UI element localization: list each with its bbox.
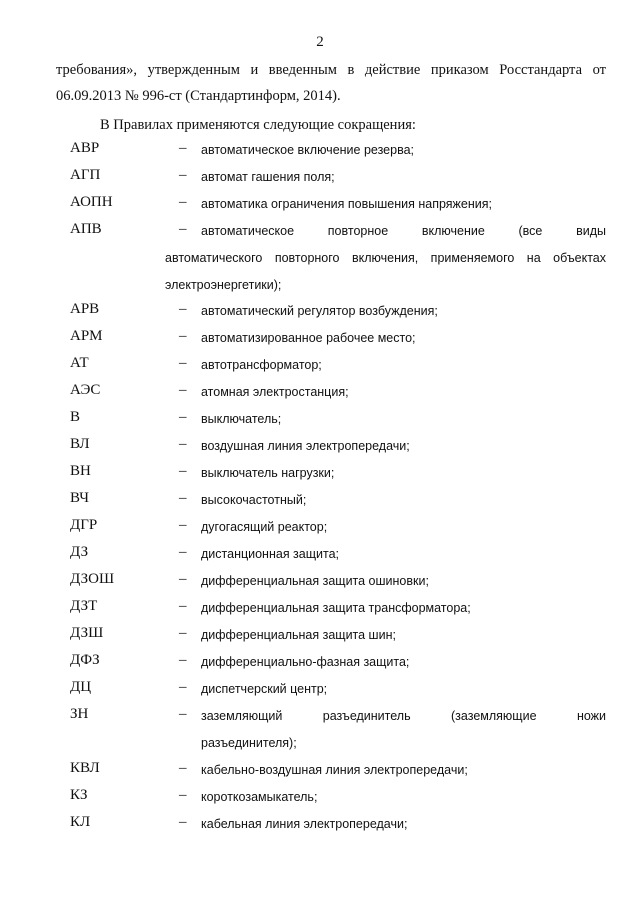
abbreviation-term: АРВ xyxy=(70,301,100,317)
abbreviation-term: ДЗТ xyxy=(70,598,98,614)
abbreviation-definition: автоматическое включение резерва; xyxy=(201,143,415,157)
abbreviation-dash: – xyxy=(179,194,187,210)
abbreviation-term: АПВ xyxy=(70,221,102,237)
abbreviation-dash: – xyxy=(179,571,187,587)
abbreviation-dash: – xyxy=(179,382,187,398)
abbreviation-definition: автоматический регулятор возбуждения; xyxy=(201,304,438,318)
abbreviation-term: КЛ xyxy=(70,814,91,830)
abbreviation-term: ДЗШ xyxy=(70,625,104,641)
intro-line-1: требования», утвержденным и введенным в действие приказом Росстандарта от xyxy=(56,62,606,78)
abbreviation-definition: дифференциально-фазная защита; xyxy=(201,655,410,669)
abbreviation-term: ДЗОШ xyxy=(70,571,115,587)
abbreviation-term: ВЛ xyxy=(70,436,90,452)
abbreviation-definition: диспетчерский центр; xyxy=(201,682,328,696)
abbreviation-term: АГП xyxy=(70,167,101,183)
abbreviation-definition: дифференциальная защита трансформатора; xyxy=(201,601,471,615)
abbreviation-definition: дистанционная защита; xyxy=(201,547,340,561)
abbreviation-definition-continuation: электроэнергетики); xyxy=(165,278,282,292)
abbreviation-definition: выключатель; xyxy=(201,412,282,426)
abbreviation-dash: – xyxy=(179,814,187,830)
abbreviation-dash: – xyxy=(179,463,187,479)
abbreviation-dash: – xyxy=(179,490,187,506)
intro-line-2: 06.09.2013 № 996-ст (Стандартинформ, 2014). xyxy=(56,88,341,104)
abbreviation-dash: – xyxy=(179,598,187,614)
abbreviation-definition: выключатель нагрузки; xyxy=(201,466,335,480)
abbreviation-dash: – xyxy=(179,706,187,722)
abbreviation-dash: – xyxy=(179,355,187,371)
abbreviation-term: ВЧ xyxy=(70,490,90,506)
abbreviation-definition: автоматика ограничения повышения напряжения; xyxy=(201,197,492,211)
abbreviation-dash: – xyxy=(179,625,187,641)
abbreviation-term: АВР xyxy=(70,140,100,156)
abbreviation-dash: – xyxy=(179,517,187,533)
abbreviation-definition: дугогасящий реактор; xyxy=(201,520,328,534)
abbreviation-definition: автомат гашения поля; xyxy=(201,170,335,184)
abbreviation-dash: – xyxy=(179,221,187,237)
page-number: 2 xyxy=(316,34,324,50)
abbreviation-dash: – xyxy=(179,679,187,695)
abbreviation-term: АТ xyxy=(70,355,89,371)
abbreviation-definition: воздушная линия электропередачи; xyxy=(201,439,410,453)
abbreviation-definition: дифференциальная защита шин; xyxy=(201,628,396,642)
abbreviation-definition: кабельная линия электропередачи; xyxy=(201,817,408,831)
abbreviation-term: ДГР xyxy=(70,517,98,533)
abbreviation-definition: короткозамыкатель; xyxy=(201,790,318,804)
abbreviation-term: ЗН xyxy=(70,706,89,722)
abbreviation-dash: – xyxy=(179,436,187,452)
abbreviation-term: АОПН xyxy=(70,194,113,210)
abbreviation-term: ДЦ xyxy=(70,679,92,695)
abbreviation-term: ДЗ xyxy=(70,544,89,560)
abbreviation-dash: – xyxy=(179,652,187,668)
abbreviation-definition: автотрансформатор; xyxy=(201,358,322,372)
abbreviation-definition: кабельно-воздушная линия электропередачи; xyxy=(201,763,468,777)
abbreviation-dash: – xyxy=(179,140,187,156)
intro-lead: В Правилах применяются следующие сокращения: xyxy=(100,117,416,133)
abbreviation-term: АЭС xyxy=(70,382,101,398)
abbreviation-term: КВЛ xyxy=(70,760,100,776)
abbreviation-term: КЗ xyxy=(70,787,88,803)
abbreviation-definition-continuation: разъединителя); xyxy=(201,736,297,750)
abbreviation-definition: заземляющий разъединитель (заземляющие ножи xyxy=(201,709,606,723)
abbreviation-definition-continuation: автоматического повторного включения, применяемого на объектах xyxy=(165,251,606,265)
abbreviation-dash: – xyxy=(179,409,187,425)
abbreviation-definition: высокочастотный; xyxy=(201,493,307,507)
abbreviation-term: В xyxy=(70,409,81,425)
abbreviation-term: АРМ xyxy=(70,328,103,344)
abbreviation-dash: – xyxy=(179,760,187,776)
abbreviation-term: ВН xyxy=(70,463,91,479)
abbreviation-definition: автоматическое повторное включение (все виды xyxy=(201,224,606,238)
abbreviation-dash: – xyxy=(179,544,187,560)
abbreviation-definition: автоматизированное рабочее место; xyxy=(201,331,416,345)
abbreviation-dash: – xyxy=(179,167,187,183)
abbreviation-dash: – xyxy=(179,301,187,317)
abbreviation-definition: атомная электростанция; xyxy=(201,385,349,399)
abbreviation-definition: дифференциальная защита ошиновки; xyxy=(201,574,429,588)
abbreviation-dash: – xyxy=(179,787,187,803)
abbreviation-term: ДФЗ xyxy=(70,652,100,668)
abbreviation-dash: – xyxy=(179,328,187,344)
